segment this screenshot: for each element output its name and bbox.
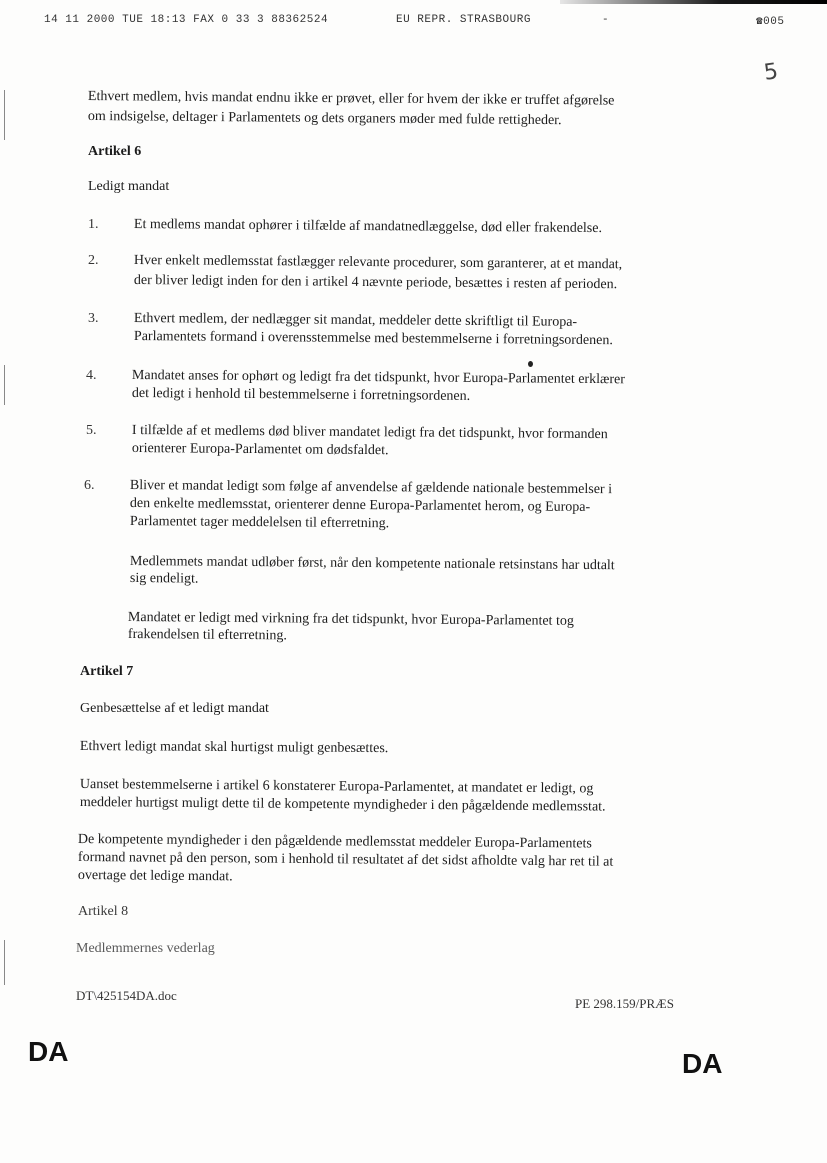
item5-line-1: I tilfælde af et medlems død bliver mandatet ledigt fra det tidspunkt, hvor formanden (131, 423, 608, 443)
intro-line-1: Ethvert medlem, hvis mandat endnu ikke er prøvet, eller for hvem der ikke er truffet afgørelse (87, 89, 615, 109)
scan-edge-mark (4, 365, 5, 405)
artikel8-heading: Artikel 8 (78, 904, 129, 919)
item2-line-1: Hver enkelt medlemsstat fastlægger relevante procedurer, som garanterer, at et mandat, (133, 253, 623, 273)
artikel6-subheading: Ledigt mandat (88, 179, 170, 194)
language-code-left: DA (28, 1036, 69, 1067)
artikel7-para3-line-1: De kompetente myndigheder i den pågældende medlemsstat meddeler Europa-Parlamentets (77, 832, 592, 852)
language-code-right: DA (682, 1048, 723, 1079)
artikel6-heading: Artikel 6 (88, 144, 142, 159)
item-number: 1. (88, 217, 99, 232)
item-number: 3. (88, 311, 99, 326)
item3-line-2: Parlamentets formand i overensstemmelse med bestemmelserne i forretningsordenen. (133, 329, 613, 349)
artikel7-para2-line-2: meddeler hurtigst muligt dette til de kompetente myndigheder i den pågældende medlemsstat. (79, 795, 606, 815)
artikel7-para3-line-3: overtage det ledige mandat. (77, 868, 233, 885)
item6-extra1-line-2: sig endeligt. (129, 571, 199, 587)
item-number: 2. (88, 253, 99, 268)
item6-extra1-line-1: Medlemmets mandat udløber først, når den kompetente nationale retsinstans har udtalt (129, 554, 615, 574)
item4-line-1: Mandatet anses for ophørt og ledigt fra det tidspunkt, hvor Europa-Parlamentet erklærer (131, 368, 625, 388)
item5-line-2: orienterer Europa-Parlamentet om dødsfaldet. (131, 441, 389, 459)
item1-line-1: Et medlems mandat ophører i tilfælde af mandatnedlæggelse, død eller frakendelse. (133, 217, 603, 237)
fax-header (44, 10, 824, 30)
fax-page-number: ☎005 (756, 16, 785, 28)
artikel8-subheading: Medlemmernes vederlag (76, 941, 215, 956)
document-reference: DT\425154DA.doc (76, 988, 177, 1003)
fax-header-dash: - (602, 14, 610, 26)
scan-edge-mark (4, 940, 5, 985)
item6-line-1: Bliver et mandat ledigt som følge af anvendelse af gældende nationale bestemmelser i (129, 478, 613, 498)
artikel7-heading: Artikel 7 (80, 664, 134, 679)
item6-line-3: Parlamentet tager meddelelsen til efterretning. (129, 514, 390, 532)
artikel7-para2-line-1: Uanset bestemmelserne i artikel 6 konstaterer Europa-Parlamentet, at mandatet er ledigt, og (79, 777, 594, 797)
handwritten-page-mark: 5 (762, 59, 780, 86)
fax-header-left: 14 11 2000 TUE 18:13 FAX 0 33 3 88362524 (44, 14, 329, 26)
item-number: 5. (86, 423, 97, 438)
item6-extra2-line-2: frakendelsen til efterretning. (127, 627, 287, 644)
item6-extra2-line-1: Mandatet er ledigt med virkning fra det tidspunkt, hvor Europa-Parlamentet tog (127, 610, 574, 629)
item6-line-2: den enkelte medlemsstat, orienterer denne Europa-Parlamentet herom, og Europa- (129, 496, 591, 516)
item-number: 6. (84, 478, 95, 493)
artikel7-subheading: Genbesættelse af et ledigt mandat (80, 701, 269, 716)
item2-line-2: der bliver ledigt inden for den i artikel 4 nævnte periode, besættes i resten af perioden. (133, 273, 618, 293)
item4-line-2: det ledigt i henhold til bestemmelserne i forretningsordenen. (131, 386, 471, 404)
pe-reference: PE 298.159/PRÆS (575, 996, 674, 1011)
fax-top-bar (560, 0, 827, 4)
artikel7-para1-line-1: Ethvert ledigt mandat skal hurtigst muligt genbesættes. (79, 739, 389, 757)
scan-speck (528, 361, 533, 367)
scan-edge-mark (4, 90, 5, 140)
item-number: 4. (86, 368, 97, 383)
fax-header-sender: EU REPR. STRASBOURG (396, 14, 531, 26)
intro-line-2: om indsigelse, deltager i Parlamentets og dets organers møder med fulde rettigheder. (87, 109, 562, 129)
item3-line-1: Ethvert medlem, der nedlægger sit mandat, meddeler dette skriftligt til Europa- (133, 311, 578, 330)
artikel7-para3-line-2: formand navnet på den person, som i henhold til resultatet af det sidst afholdte valg har ret til at (77, 850, 614, 870)
